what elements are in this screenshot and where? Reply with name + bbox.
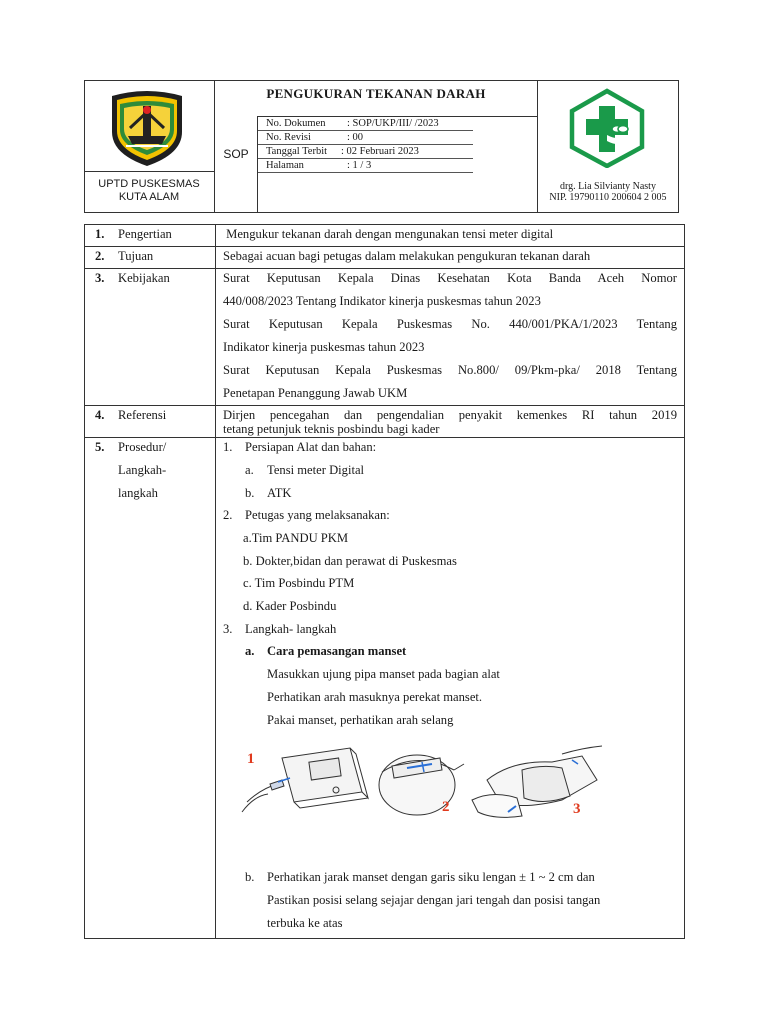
sop-label: SOP (223, 147, 249, 161)
meta-revision-label: No. Revisi (266, 132, 311, 143)
policy-line: Surat Keputusan Kepala Dinas Kesehatan Kota Banda Aceh Nomor (223, 271, 677, 285)
step-number: 3. (223, 622, 233, 636)
org-name-line1: UPTD PUSKESMAS (98, 178, 200, 190)
figure-label: 3 (573, 801, 581, 817)
section-label-procedure: langkah (118, 486, 158, 500)
substep-number: a. (245, 463, 254, 477)
policy-line: Surat Keputusan Kepala Puskesmas No. 440/001/PKA/1/2023 Tentang (223, 317, 677, 331)
policy-line: Surat Keputusan Kepala Puskesmas No.800/ 09/Pkm-pka/ 2018 Tentang (223, 363, 677, 377)
purpose-text: Sebagai acuan bagi petugas dalam melakukan pengukuran tekanan darah (223, 249, 591, 263)
arm-position-instruction: Perhatikan jarak manset dengan garis siku lengan ± 1 ~ 2 cm dan (267, 870, 595, 884)
cuff-installation-illustration (232, 740, 612, 830)
section-label-procedure: Prosedur/ (118, 440, 167, 454)
policy-line: Indikator kinerja puskesmas tahun 2023 (223, 340, 425, 354)
step-text: Petugas yang melaksanakan: (245, 508, 390, 522)
reference-line: Dirjen pencegahan dan pengendalian penyakit kemenkes RI tahun 2019 (223, 408, 677, 422)
staff-item: a.Tim PANDU PKM (243, 531, 349, 545)
step-number: 2. (223, 508, 233, 522)
figure-label: 2 (442, 799, 450, 815)
substep-text: ATK (267, 486, 292, 500)
cuff-instruction: Pakai manset, perhatikan arah selang (267, 713, 454, 727)
section-label-policy: Kebijakan (118, 271, 170, 285)
meta-issue-date-label: Tanggal Terbit (266, 146, 328, 157)
tensimeter-plug-illustration (242, 748, 368, 812)
staff-item: d. Kader Posbindu (243, 599, 337, 613)
cuff-velcro-illustration (379, 755, 464, 815)
meta-page-label: Halaman (266, 160, 304, 171)
section-number: 3. (95, 271, 105, 285)
substep-text: Tensi meter Digital (267, 463, 365, 477)
signatory-name: drg. Lia Silvianty Nasty (560, 181, 656, 192)
staff-item: b. Dokter,bidan dan perawat di Puskesmas (243, 554, 457, 568)
org-name-line2: KUTA ALAM (118, 191, 180, 203)
section-label-definition: Pengertian (118, 227, 172, 241)
definition-text: Mengukur tekanan darah dengan mengunakan tensi meter digital (223, 227, 554, 241)
substep-number: b. (245, 486, 255, 500)
policy-line: Penetapan Penanggung Jawab UKM (223, 386, 408, 400)
step-text: Persiapan Alat dan bahan: (245, 440, 377, 454)
arm-position-instruction: Pastikan posisi selang sejajar dengan jari tengah dan posisi tangan (267, 893, 601, 907)
arm-cuff-illustration (472, 746, 602, 817)
meta-doc-number-label: No. Dokumen (266, 118, 326, 129)
section-number: 1. (95, 227, 105, 241)
meta-doc-number-value: : SOP/UKP/III/ /2023 (347, 118, 439, 129)
cuff-instruction: Perhatikan arah masuknya perekat manset. (267, 690, 483, 704)
cuff-instruction: Masukkan ujung pipa manset pada bagian alat (267, 667, 500, 681)
reference-line: tetang petunjuk teknis posbindu bagi kader (223, 422, 440, 436)
health-cross-icon (568, 88, 646, 168)
arm-position-instruction: terbuka ke atas (267, 916, 343, 930)
section-label-procedure: Langkah- (118, 463, 167, 477)
figure-label: 1 (247, 751, 255, 767)
section-label-purpose: Tujuan (118, 249, 154, 263)
document-title: PENGUKURAN TEKANAN DARAH (266, 86, 486, 101)
section-number: 5. (95, 440, 105, 454)
section-number: 2. (95, 249, 105, 263)
staff-item: c. Tim Posbindu PTM (243, 576, 355, 590)
substep-number: a. (245, 644, 255, 658)
step-text: Langkah- langkah (245, 622, 337, 636)
cuff-installation-heading: Cara pemasangan manset (267, 644, 407, 658)
section-number: 4. (95, 408, 105, 422)
signatory-nip: NIP. 19790110 200604 2 005 (549, 192, 667, 203)
substep-number: b. (245, 870, 255, 884)
step-number: 1. (223, 440, 233, 454)
regional-emblem-icon (106, 88, 188, 168)
meta-page-value: : 1 / 3 (347, 160, 372, 171)
policy-line: 440/008/2023 Tentang Indikator kinerja puskesmas tahun 2023 (223, 294, 541, 308)
meta-revision-value: : 00 (347, 132, 364, 143)
section-label-reference: Referensi (118, 408, 167, 422)
meta-issue-date-value: : 02 Februari 2023 (341, 146, 419, 157)
